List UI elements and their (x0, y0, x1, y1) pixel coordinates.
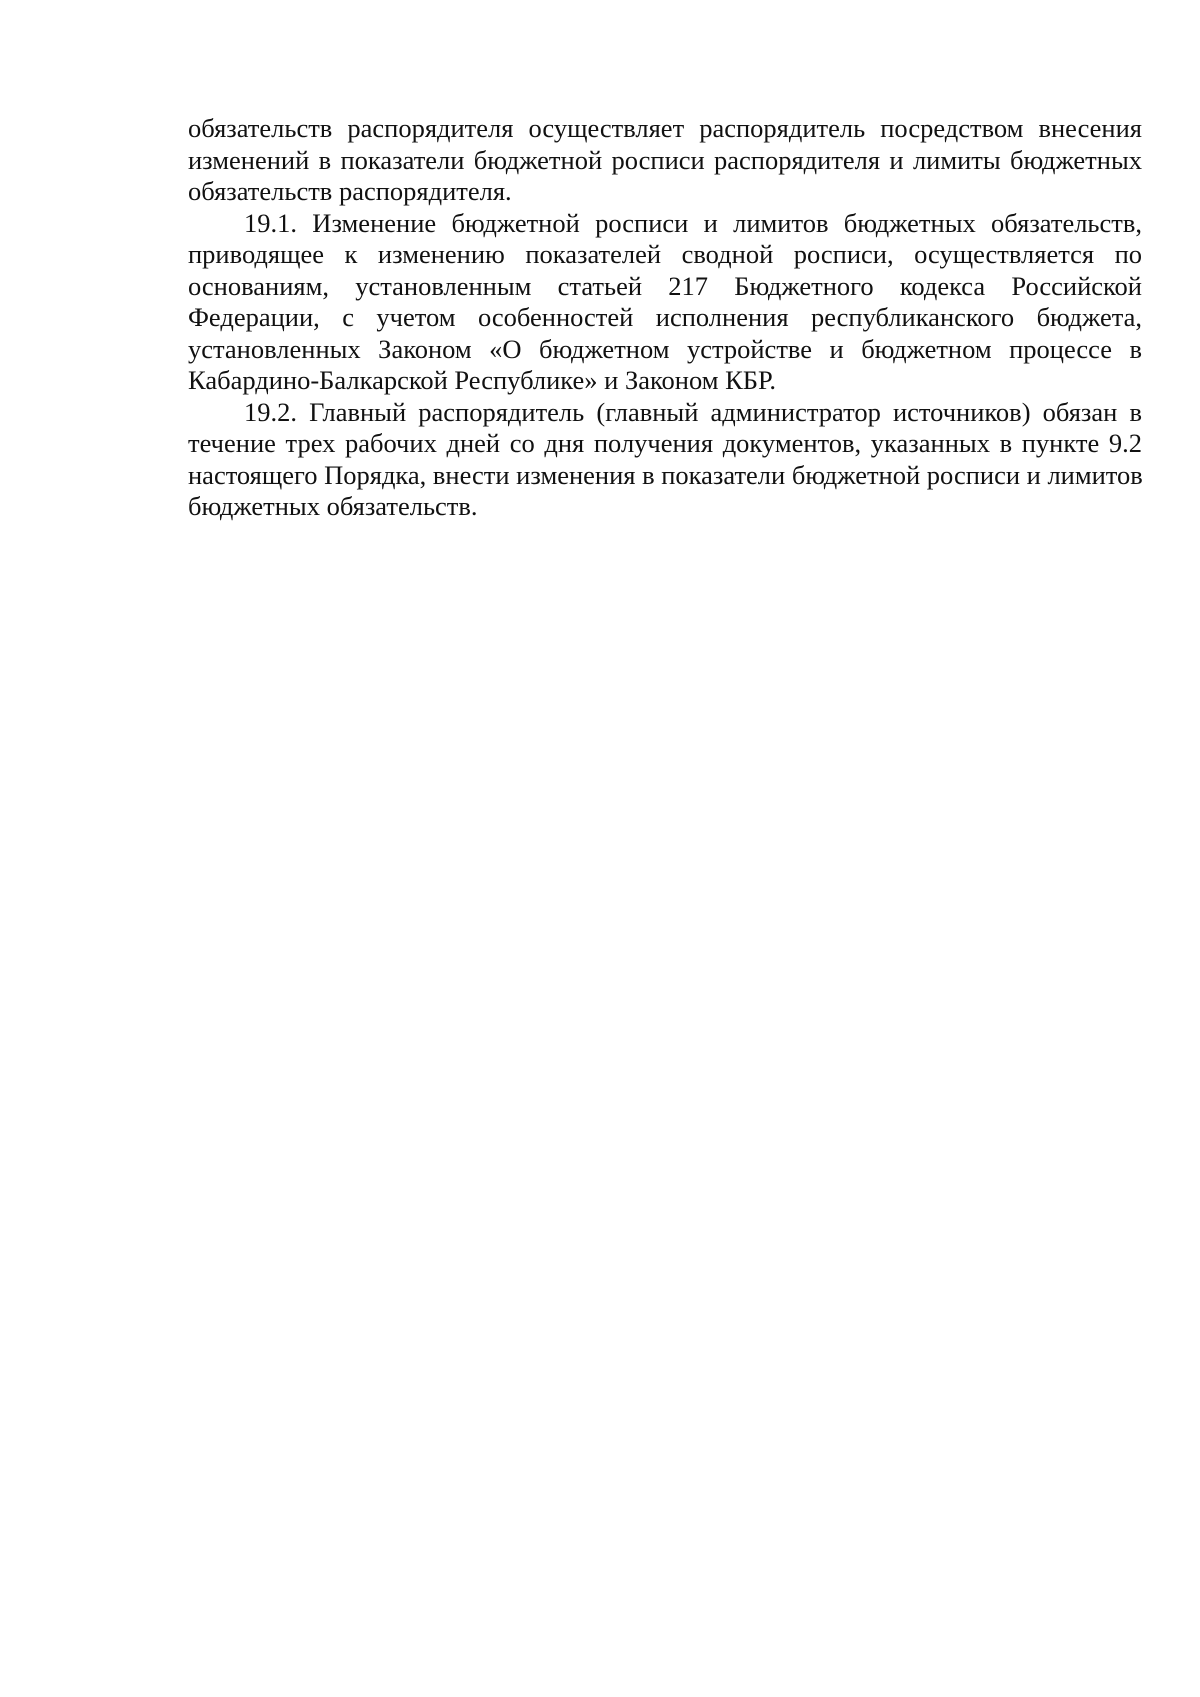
text-line: 19.1. Изменение бюджетной росписи и лимитов бюджетных обязательств, (244, 207, 1142, 238)
text-line: установленных Законом «О бюджетном устройстве и бюджетном процессе в (188, 333, 1142, 364)
text-line: настоящего Порядка, внести изменения в показатели бюджетной росписи и лимитов (188, 459, 1143, 490)
text-line: обязательств распорядителя осуществляет распорядитель посредством внесения (188, 113, 1142, 143)
text-line: 19.2. Главный распорядитель (главный администратор источников) обязан в (244, 396, 1142, 427)
paragraph-19-2 (188, 397, 1142, 523)
text-line: обязательств распорядителя. (188, 176, 512, 206)
text-line: изменений в показатели бюджетной росписи распорядителя и лимиты бюджетных (188, 144, 1142, 175)
text-line: Федерации, с учетом особенностей исполнения республиканского бюджета, (188, 302, 1142, 332)
text-line: основаниям, установленным статьей 217 Бюджетного кодекса Российской (188, 270, 1142, 301)
text-line: бюджетных обязательств. (188, 491, 478, 521)
document-body (188, 113, 1142, 523)
paragraph-19-1 (188, 208, 1142, 397)
paragraph-continuation (188, 113, 1142, 208)
text-line: приводящее к изменению показателей сводной росписи, осуществляется по (188, 239, 1142, 269)
text-line: течение трех рабочих дней со дня получения документов, указанных в пункте 9.2 (188, 428, 1142, 458)
text-line: Кабардино-Балкарской Республике» и Законом КБР. (188, 365, 777, 395)
